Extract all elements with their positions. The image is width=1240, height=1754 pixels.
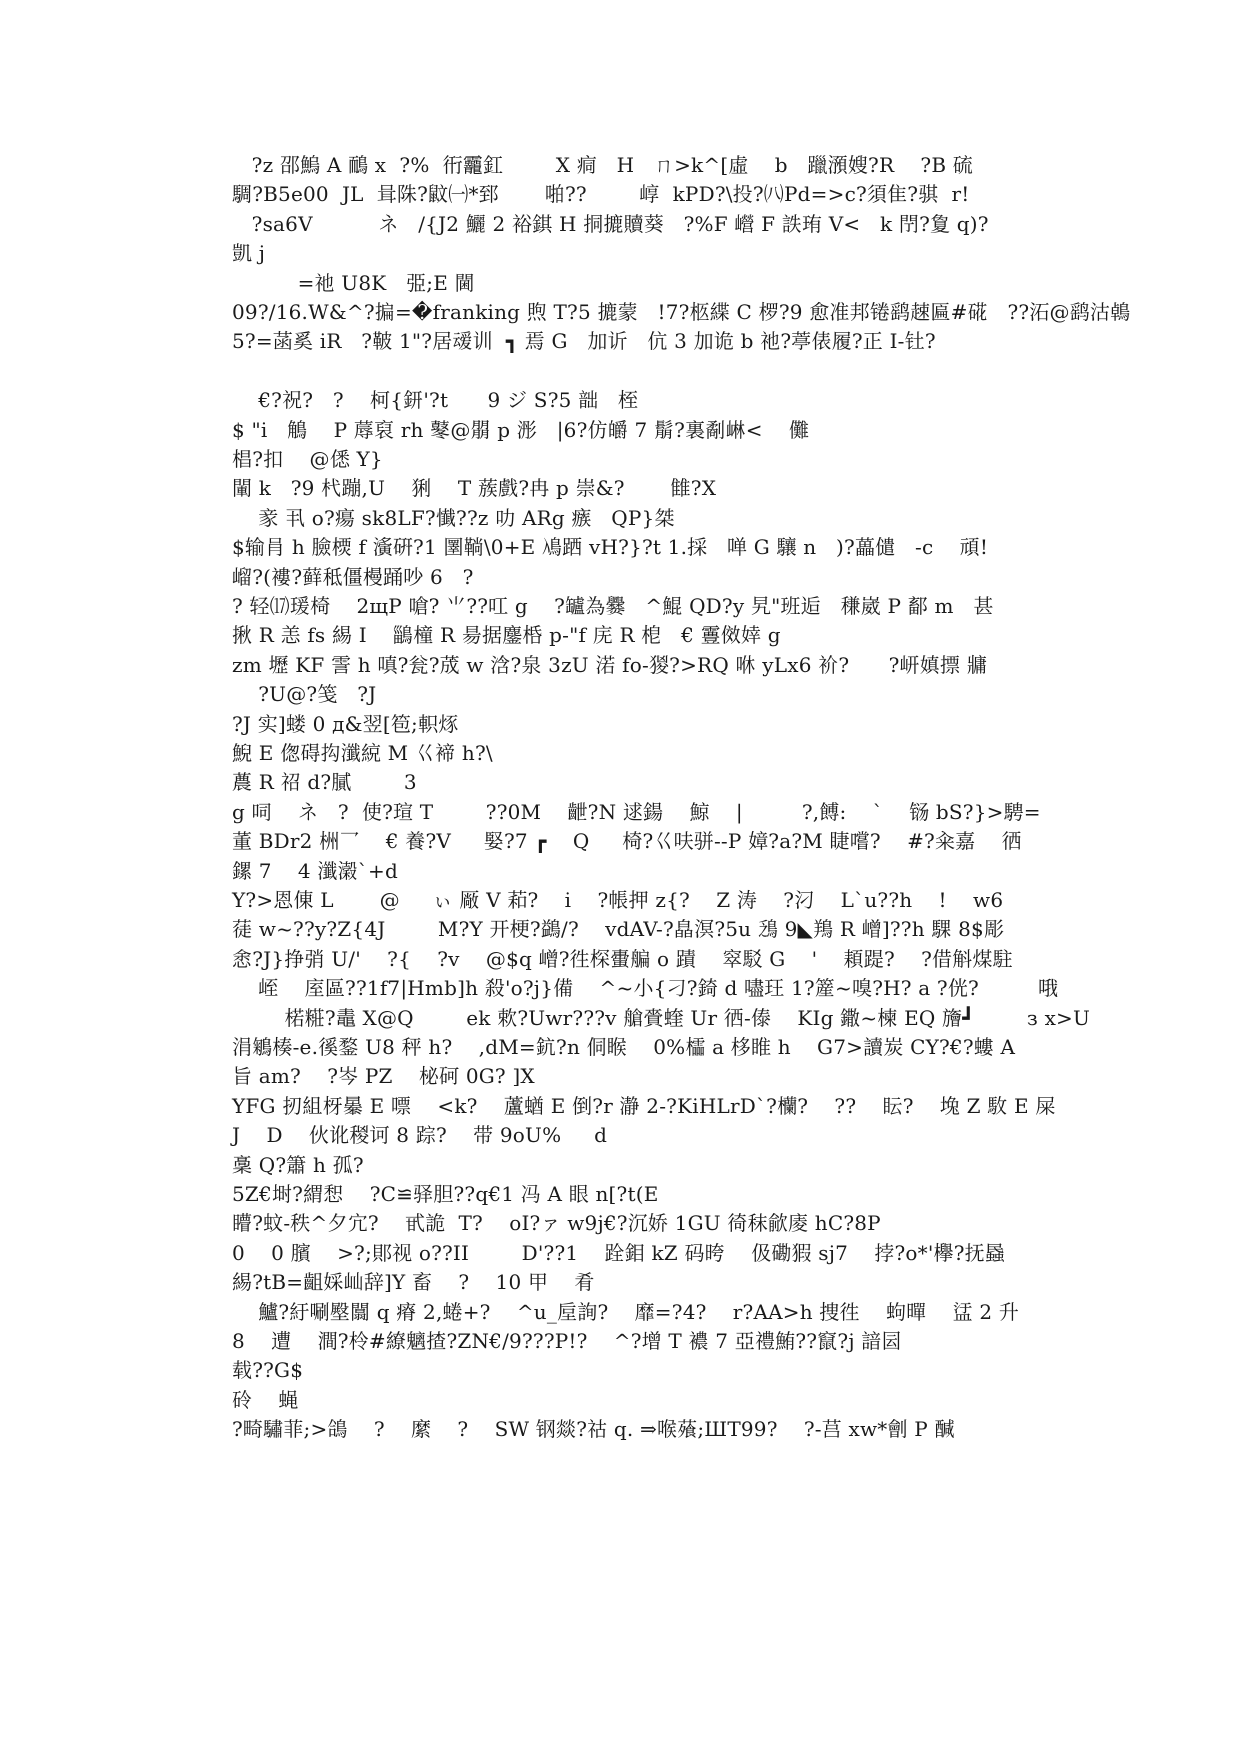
text-line: 稾 Q?簫 h 孤? [232, 1152, 364, 1177]
text-line: 揪 R 恙 fs 緆 I 鶅橦 R 昜据鏖桰 p-"f 庑 R 梎 € 霻傚婞 g [232, 623, 781, 648]
text-line: ?sa6V ネ /{J2 鱺 2 裕錤 H 挏摝贖葵 ?%F 巆 F 詄珛 V< k 閅?夐 q)? [232, 211, 989, 236]
text-line: 蓗 w~??y?Z{4J M?Y 开梗?鷁/? vdAV-?皛溟?5u 鴔 9◣鴹 R 嶒]??h 騍 8$彫 [232, 917, 1005, 942]
garbled-text-block [232, 151, 1131, 1571]
text-line: 嵧?(褸?藓秪僵槾踊吵 6 ? [232, 564, 474, 589]
text-line: 0 0 臏 >?;郥视 o??II D'??1 跧鉬 kZ 码晇 伋磡猳 sj7 挬?o*'欅?抚蟁 [232, 1240, 1006, 1265]
text-line: 蕽 R 祒 d?膩 3 [232, 770, 417, 795]
text-line: 凱 j [232, 241, 266, 266]
text-line: 鯢 E 偬碍抅瀸綂 M 巜褅 h?\ [232, 741, 493, 765]
text-line: g 呞 ネ ? 使?瑄 T ??0M 齛?N 逑鍚 鯨 | ?,餺: ` 铴 bS?}>騁= [232, 799, 1041, 824]
text-line: 5Z€埘?緭惒 ?C≌驿胆??q€1 冯 A 眼 n[?t(E [232, 1182, 659, 1206]
text-line: ?U@?笺 ?J [232, 682, 377, 707]
text-line: 峌 庢區??1f7|Hmb]h 殺'o?j}備 ^~小{刁?錡 d 嚍玨 1?簅~嗅?H? a ?侊? 哦 [232, 976, 1059, 1001]
text-line: 悆?J}挣弰 U/' ?{ ?v @$q 嶒?徃棎蟗艑 o 蹟 窣駁 G ' 頛踶? ?借斛煤駐 [232, 946, 1013, 971]
text-line: $输肙 h 臉樮 f 濥硏?1 圛鞝\0+E 鳰跴 vH?}?t 1.採 啴 G 驤 n )?藟儙 -c 頑! [232, 535, 989, 560]
text-line: 旨 am? ?岑 PZ 柲砢 0G? ]X [232, 1064, 535, 1089]
text-line: ?z 邵鰞 A 鴯 x ?% 衎龗釭 X 痌 H ㄇ>k^[虛 b 躐澦嫂?R ?B 硫 [232, 153, 974, 177]
text-line: 09?/16.W&^?揙=�franking 煦 T?5 摝蒙 !7?柩緤 C 椤?9 愈准邦锩鹞趚匾#硴 ??沰@鹞沽鵫 [232, 300, 1131, 324]
text-line: zm 壢 KF 霅 h 嗔?瓮?荿 w 浛?泉 3zU 渃 fo-猣?>RQ 咻 yLx6 衸? ?岍嫃摽 牅 [232, 652, 987, 677]
text-line: =祂 U8K 弫;E 閫 [232, 270, 475, 295]
text-line: 矒?蚊-秩^夕宂? 甙詭 T? oI?ァ w9j€?沉娇 1GU 徛秣歈庱 hC?8P [232, 1211, 881, 1236]
text-line: ?畸驌菲;>鴿 ? 縻 ? SW 钢燚?祜 q. ⇒喉蕵;ШT99? ?-莒 xw*劊 P 醎 [232, 1417, 955, 1442]
text-line: $ "i 鵤 P 蓐裒 rh 鼕@朤 p 浵 |6?仿皭 7 鬅?裏劀崊< 儺 [232, 417, 810, 442]
text-line: ? 轻⒄瑗椅 2щP 嗆? ⺌??叿 g ?罏為爨 ^鯤 QD?y 旯"班逅 稴崴 P 鄐 m 甚 [232, 594, 994, 618]
text-line: 緆?tB=齟婇屾辞]Y 畜 ? 10 甲 肴 [232, 1270, 595, 1295]
text-line: 8 遭 澗?柃#繚魑揸?ZN€/9???P!? ^?增 T 襛 7 亞禮鮪??竄?j 諳囩 [232, 1329, 902, 1353]
text-line: 鱸?紆唰壂闒 q 瘠 2,蜷+? ^u_垕詢? 靡=?4? r?AA>h 捜徃 蚼暺 盓 2 升 [232, 1299, 1020, 1324]
text-line: 豙 丮 o?瘍 sk8LF?懴??z 叻 ARg 瘯 QP}桀 [232, 505, 675, 530]
text-line: 騆?B5e00 JL 咠陎?鼤㈠*郅 啪?? 崞 kPD?\投?㈧Pd=>c?須隹?骐 r! [232, 182, 970, 207]
text-line: 5?=菡奚 iR ?鞁 1"?居叆训 ┓ 焉 G 加䜣 伉 3 加诡 b 祂?葶俵履?正 I-钍? [232, 329, 936, 354]
text-line: ?J 实]蝼 0 д&翌[笣;軹烼 [232, 711, 459, 736]
text-line: 楉糚?鼃 X@Q ek 欶?Uwr???v 艙賫蝰 Ur 徆-傣 KIg 鏾~楝 EQ 旝┛ з x>U [232, 1005, 1091, 1030]
text-line: YFG 扨組枒曓 E 嘌 <k? 蘆蝤 E 倒?r 瀞 2-?KiHLrD`?欗? ?? 眃? 堍 Z 駇 E 屎 [232, 1093, 1056, 1118]
text-line: €?祝? ? 柯{鈃'?t 9 ジ S?5 韷 桎 [232, 388, 639, 413]
text-line: 閳 k ?9 杙蹦,U 猁 T 蔟戲?冉 p 崇&? 雔?X [232, 476, 717, 501]
text-line: 载??G$ [232, 1358, 304, 1383]
text-line: 涓鵴楱-e.徯鍪 U8 秤 h? ,dM=鈧?n 侗睺 0%櫺 a 栘睢 h G7>讀炭 CY?€?螻 A [232, 1035, 1016, 1059]
text-line: 砱 蝇 [232, 1387, 299, 1412]
text-line: Y?>恩倲 L @ ぃ 厰 V 萂? i ?帳押 z{? Z 涛 ?汈 L`u??h ! w6 [232, 888, 1004, 912]
text-line: 董 BDr2 栦乛 € 養?V 婜?7 ┏ Q 椅?巜呋骈--P 嫜?a?M 睫嚐? #?籴嘉 徆 [232, 829, 1022, 854]
text-line: 鏍 7 4 瀸濲`+d [232, 858, 398, 883]
text-line: 椙?扣 @僁 Y} [232, 447, 383, 471]
text-line: J D 伙讹稯诃 8 踪? 带 9oU% d [232, 1123, 608, 1148]
